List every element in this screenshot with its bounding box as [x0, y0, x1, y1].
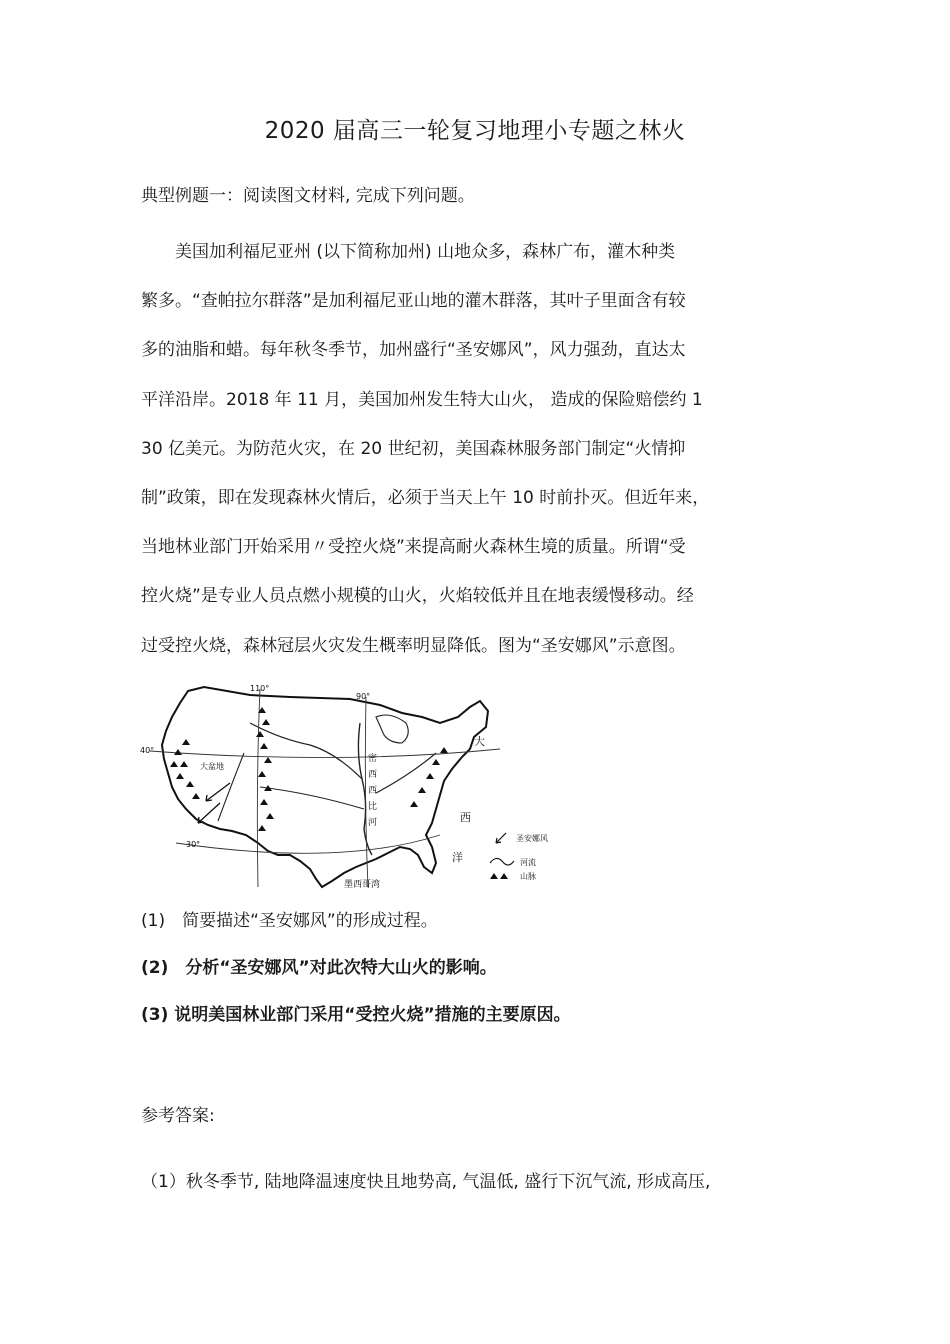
paragraph-line: 30 亿美元。为防范火灾，在 20 世纪初，美国森林服务部门制定“火情抑 — [141, 438, 686, 459]
legend-river-label: 河流 — [520, 858, 536, 867]
ocean-label-char: 洋 — [452, 851, 463, 864]
paragraph-line: 繁多。“查帕拉尔群落”是加利福尼亚山地的灌木群落，其叶子里面含有较 — [141, 291, 686, 312]
gulf-label: 墨西哥湾 — [344, 880, 381, 890]
basin-label: 大盆地 — [200, 762, 224, 771]
missouri-river — [250, 723, 362, 779]
question-1: (1) 简要描述“圣安娜风”的形成过程。 — [141, 911, 438, 931]
page-title: 2020 届高三一轮复习地理小专题之林火 — [264, 118, 686, 144]
lon-110-label: 110° — [250, 684, 270, 693]
question-3: (3) 说明美国林业部门采用“受控火烧”措施的主要原因。 — [141, 1005, 571, 1025]
paragraph-line: 平洋沿岸。2018 年 11 月，美国加州发生特大山火， 造成的保险赔偿约 1 — [141, 389, 703, 410]
wind-legend-icon — [496, 833, 506, 843]
legend-mountain-label: 山脉 — [520, 872, 536, 881]
river-label-char: 河 — [368, 818, 378, 828]
meridian-110 — [257, 689, 260, 887]
ocean-label-char: 大 — [474, 735, 485, 748]
paragraph-line: 控火烧”是专业人员点燃小规模的山火，火焰较低并且在地表缓慢移动。经 — [141, 586, 694, 607]
santa-ana-wind-map — [140, 683, 580, 893]
lon-90-label: 90° — [356, 692, 371, 701]
great-lakes — [376, 715, 408, 743]
arkansas-river — [260, 787, 364, 809]
river-label-char: 西 — [368, 770, 378, 780]
river-label-char: 密 — [368, 754, 378, 764]
appalachian-mountains — [410, 747, 448, 807]
material-paragraph — [141, 228, 841, 671]
river-label-char: 西 — [368, 786, 378, 796]
river-legend-icon — [490, 858, 514, 865]
usa-outline — [162, 687, 488, 887]
answer-heading: 参考答案: — [141, 1106, 215, 1126]
ohio-river — [376, 753, 436, 793]
lat-30-label: 30° — [186, 840, 201, 849]
answer-1: （1）秋冬季节, 陆地降温速度快且地势高, 气温低, 盛行下沉气流, 形成高压, — [141, 1172, 711, 1192]
paragraph-line: 当地林业部门开始采用〃受控火烧”来提高耐火森林生境的质量。所谓“受 — [141, 537, 686, 558]
river-label-char: 比 — [368, 802, 378, 812]
paragraph-line: 多的油脂和蜡。每年秋冬季节，加州盛行“圣安娜风”，风力强劲，直达太 — [141, 340, 686, 361]
intro-line: 典型例题一：阅读图文材料, 完成下列问题。 — [141, 186, 475, 206]
paragraph-line: 制”政策，即在发现森林火情后，必须于当天上午 10 时前扑灭。但近年来， — [141, 488, 710, 509]
map-legend — [490, 833, 548, 881]
lat-40-label: 40° — [140, 746, 155, 755]
paragraph-line: 过受控火烧，森林冠层火灾发生概率明显降低。图为“圣安娜风”示意图。 — [141, 635, 686, 656]
parallel-40 — [150, 749, 500, 758]
question-2: (2) 分析“圣安娜风”对此次特大山火的影响。 — [141, 958, 497, 978]
paragraph-line: 美国加利福尼亚州 (以下简称加州) 山地众多，森林广布，灌木种类 — [141, 242, 676, 262]
parallel-30 — [176, 835, 440, 853]
ocean-label-char: 西 — [460, 811, 471, 824]
legend-wind-label: 圣安娜风 — [516, 834, 548, 843]
mountain-legend-icon — [490, 873, 508, 879]
